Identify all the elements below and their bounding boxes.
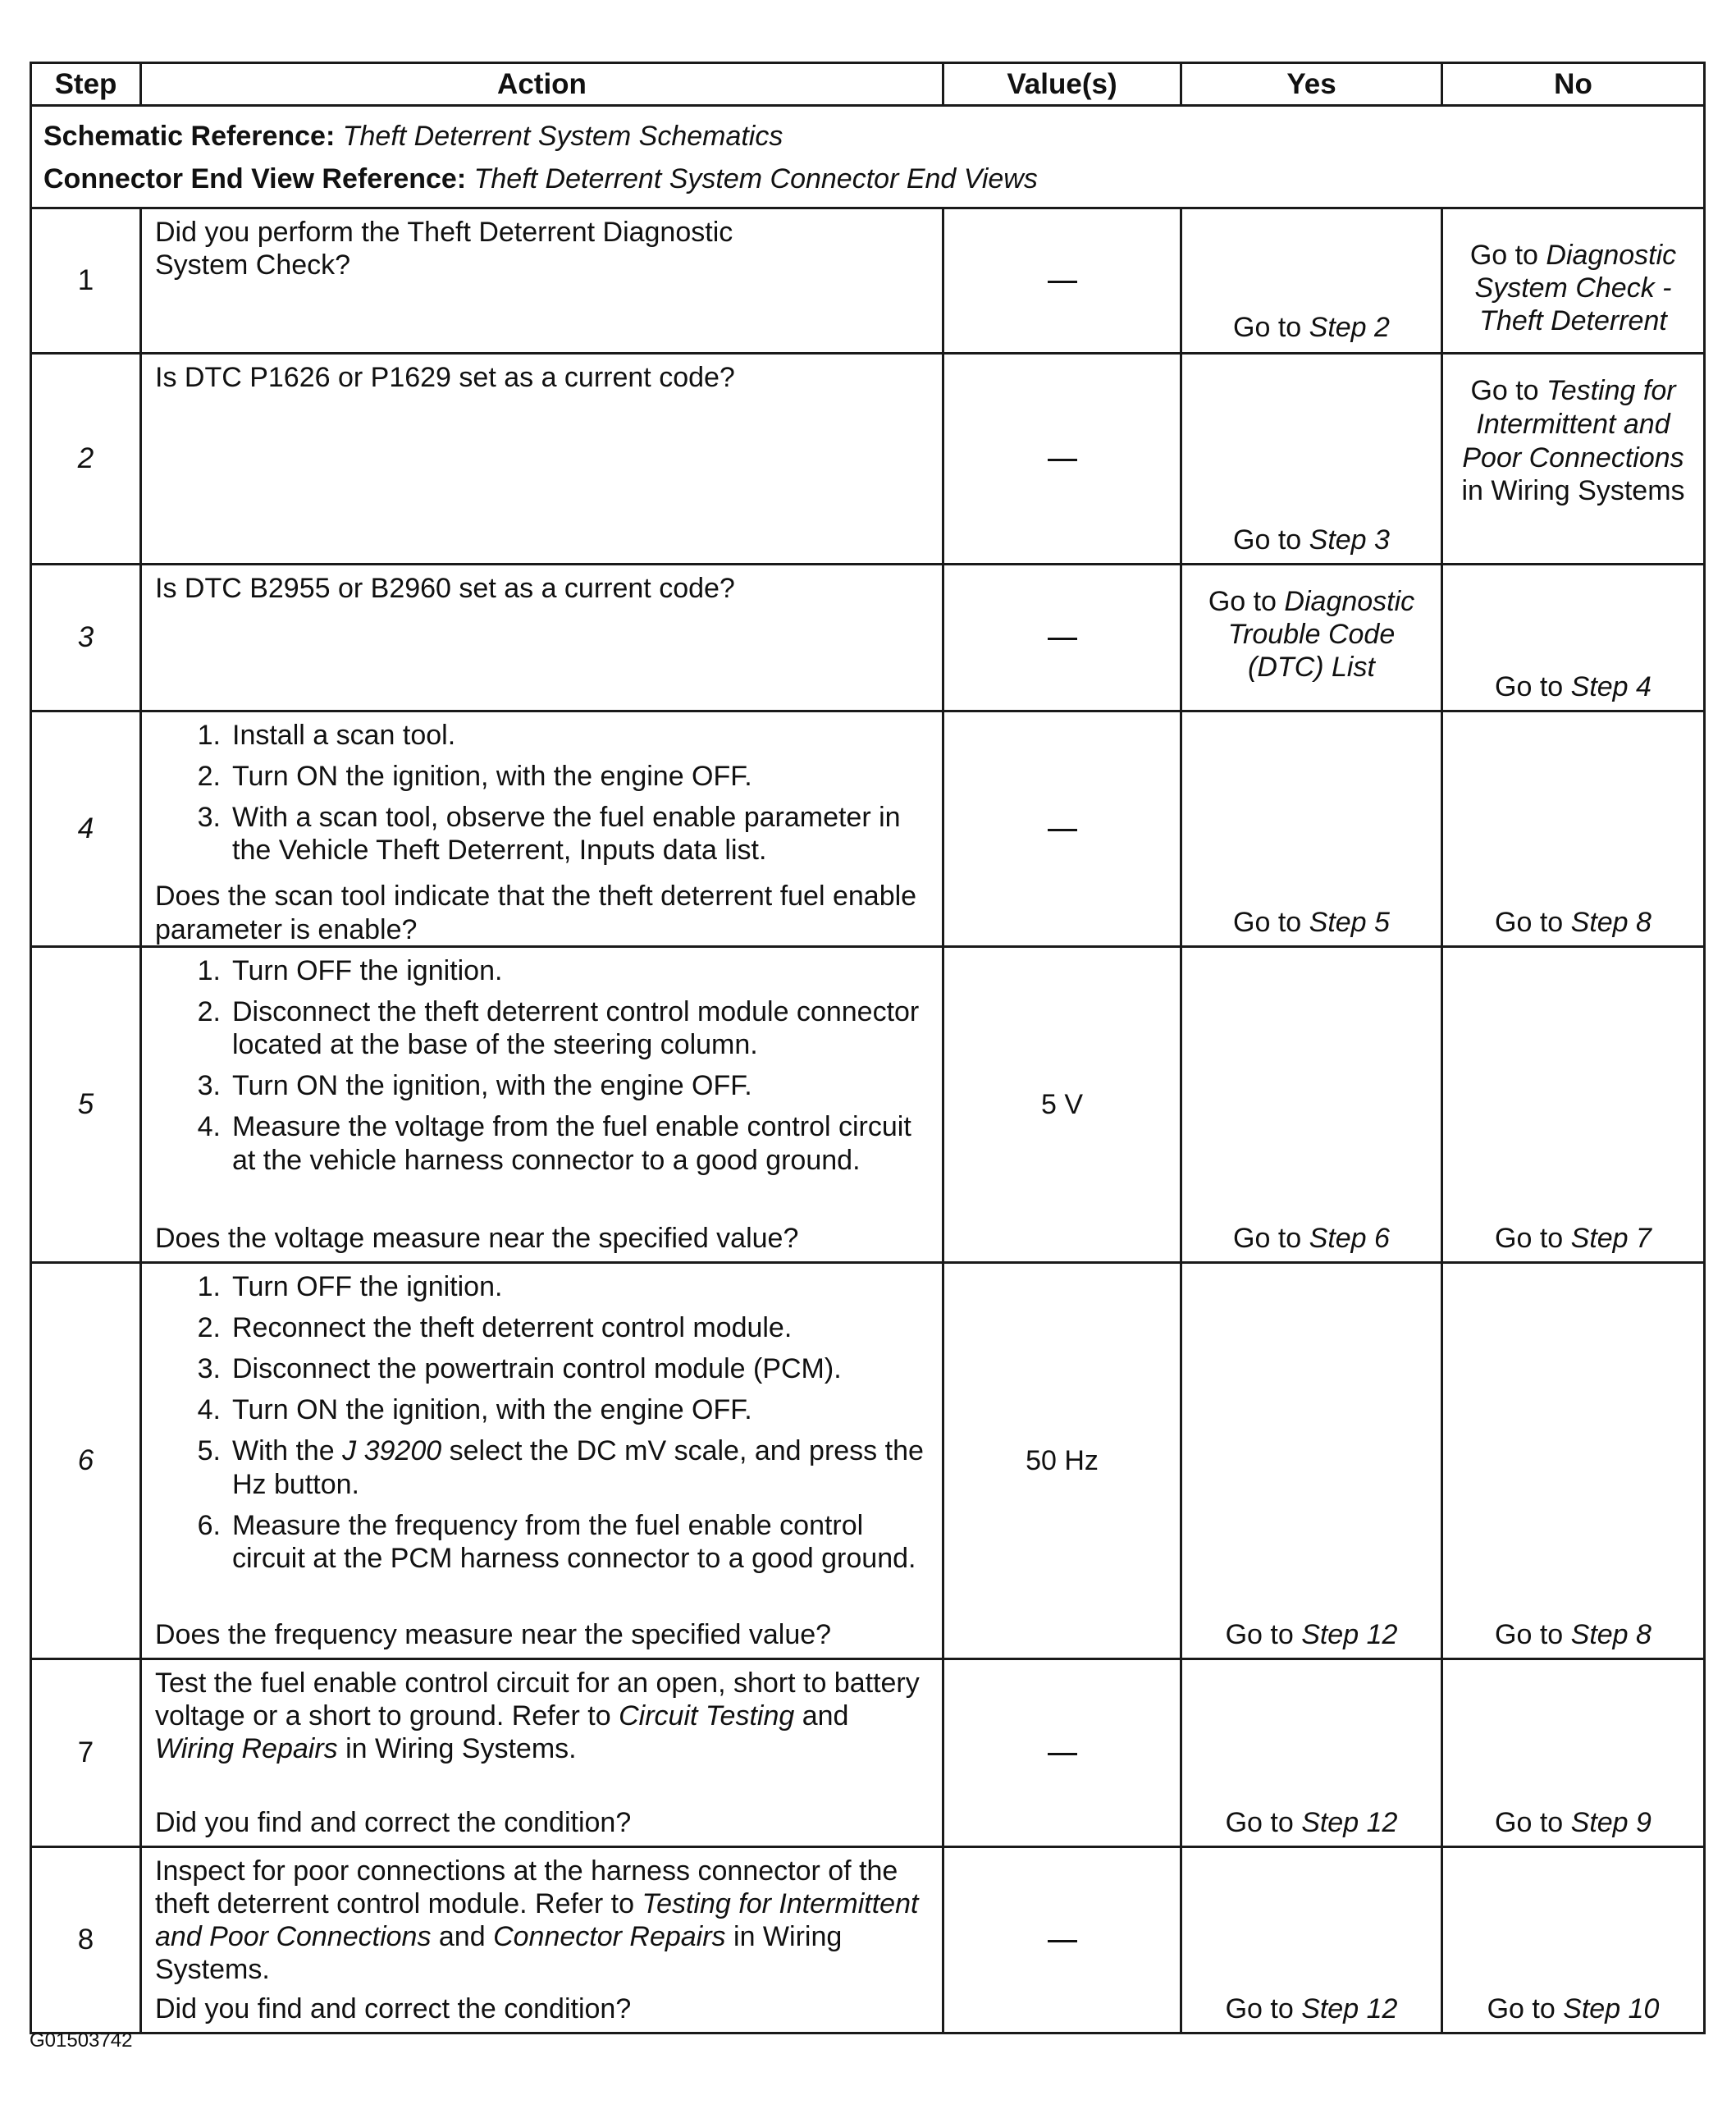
- yes-link[interactable]: Go to Step 12: [1225, 1618, 1398, 1650]
- yes-cell: [1181, 947, 1442, 1263]
- connector-reference-link[interactable]: Theft Deterrent System Connector End Views: [473, 163, 1038, 194]
- action-steps: [155, 954, 930, 1185]
- step-number: 1: [31, 208, 141, 354]
- no-link[interactable]: Go to Diagnostic System Check - Theft Deterrent: [1469, 240, 1677, 337]
- list-item: 4. Turn ON the ignition, with the engine OFF.: [197, 1394, 752, 1426]
- header-step: Step: [31, 63, 141, 106]
- yes-cell: [1181, 208, 1442, 354]
- list-item: 1. Turn OFF the ignition.: [197, 1271, 503, 1302]
- yes-link[interactable]: Go to Step 12: [1225, 1806, 1398, 1838]
- action-text: Test the fuel enable control circuit for an open, short to battery voltage or a short to ground. Refer to Circuit Testing and Wiring Repairs in Wiring Systems.: [155, 1668, 920, 1765]
- figure-code: G01503742: [30, 2029, 133, 2052]
- wiring-repairs-link[interactable]: Wiring Repairs: [155, 1733, 338, 1765]
- header-no: No: [1442, 63, 1705, 106]
- list-item: 5. With the J 39200 select the DC mV scale, and press the Hz button.: [197, 1435, 924, 1500]
- action-cell: [141, 1847, 943, 2034]
- action-question: Did you find and correct the condition?: [155, 1992, 632, 2024]
- action-cell: [141, 565, 943, 711]
- no-cell: [1442, 711, 1705, 947]
- schematic-reference-label: Schematic Reference:: [43, 121, 336, 152]
- value-cell: [943, 565, 1181, 711]
- no-link[interactable]: Go to Testing for Intermittent and Poor Connections in Wiring Systems: [1461, 375, 1685, 507]
- dash-icon: [1048, 281, 1077, 283]
- action-cell: [141, 354, 943, 565]
- diagnostic-table: [30, 62, 1706, 2034]
- yes-cell: [1181, 711, 1442, 947]
- connector-reference: [43, 158, 1692, 200]
- list-item: 2. Reconnect the theft deterrent control module.: [197, 1312, 793, 1344]
- list-item: 6. Measure the frequency from the fuel enable control circuit at the PCM harness connector to a good ground.: [197, 1509, 916, 1574]
- value-cell: [943, 1847, 1181, 2034]
- header-row: [31, 63, 1705, 106]
- no-link[interactable]: Go to Step 4: [1495, 670, 1651, 702]
- header-values: Value(s): [943, 63, 1181, 106]
- yes-cell: [1181, 565, 1442, 711]
- reference-cell: [31, 106, 1705, 208]
- no-link[interactable]: Go to Step 10: [1487, 1992, 1660, 2024]
- action-cell: [141, 1659, 943, 1847]
- yes-cell: [1181, 1659, 1442, 1847]
- table-row: [31, 354, 1705, 565]
- action-steps: [155, 719, 930, 875]
- no-cell: [1442, 1847, 1705, 2034]
- list-item: 1. Install a scan tool.: [197, 720, 456, 751]
- action-cell: [141, 711, 943, 947]
- no-cell: [1442, 1263, 1705, 1659]
- action-cell: [141, 947, 943, 1263]
- step-number: 7: [31, 1659, 141, 1847]
- list-item: 3. Disconnect the powertrain control module (PCM).: [197, 1353, 842, 1385]
- table-row: [31, 1263, 1705, 1659]
- table-row: [31, 711, 1705, 947]
- dash-icon: [1048, 1753, 1077, 1755]
- connector-reference-label: Connector End View Reference:: [43, 163, 467, 194]
- value-cell: [943, 208, 1181, 354]
- dash-icon: [1048, 638, 1077, 640]
- list-item: 3. With a scan tool, observe the fuel enable parameter in the Vehicle Theft Deterrent, Inputs data list.: [197, 802, 901, 867]
- table-row: [31, 208, 1705, 354]
- testing-intermittent-link[interactable]: Testing for Intermittent and Poor Connections: [155, 1888, 919, 1953]
- list-item: 2. Disconnect the theft deterrent control module connector located at the base of the steering column.: [197, 996, 920, 1061]
- action-cell: [141, 1263, 943, 1659]
- value-cell: 50 Hz: [943, 1263, 1181, 1659]
- dash-icon: [1048, 459, 1077, 461]
- no-link[interactable]: Go to Step 8: [1495, 906, 1651, 938]
- action-cell: [141, 208, 943, 354]
- yes-link[interactable]: Go to Diagnostic Trouble Code (DTC) List: [1208, 586, 1415, 684]
- yes-cell: [1181, 354, 1442, 565]
- table-row: [31, 1847, 1705, 2034]
- tool-link[interactable]: J 39200: [342, 1435, 442, 1467]
- no-link[interactable]: Go to Step 8: [1495, 1618, 1651, 1650]
- action-question: Does the voltage measure near the specified value?: [155, 1222, 799, 1254]
- yes-link[interactable]: Go to Step 5: [1233, 906, 1390, 938]
- schematic-reference: [43, 115, 1692, 158]
- step-number: 3: [31, 565, 141, 711]
- action-question: Did you find and correct the condition?: [155, 1806, 632, 1838]
- value-cell: [943, 711, 1181, 947]
- list-item: 3. Turn ON the ignition, with the engine OFF.: [197, 1070, 752, 1102]
- yes-link[interactable]: Go to Step 2: [1233, 311, 1390, 343]
- yes-link[interactable]: Go to Step 3: [1233, 524, 1390, 556]
- yes-link[interactable]: Go to Step 12: [1225, 1992, 1398, 2024]
- value-cell: [943, 1659, 1181, 1847]
- schematic-reference-link[interactable]: Theft Deterrent System Schematics: [342, 121, 783, 152]
- action-text: Did you perform the Theft Deterrent Diagnostic System Check?: [155, 217, 733, 281]
- table-row: [31, 1659, 1705, 1847]
- step-number: 2: [31, 354, 141, 565]
- yes-cell: [1181, 1263, 1442, 1659]
- reference-row: [31, 106, 1705, 208]
- action-text: Inspect for poor connections at the harness connector of the theft deterrent control module. Refer to Testing for Intermittent and Poor Connections and Connector Repairs in Wiring Systems.: [155, 1855, 919, 1986]
- step-number: 5: [31, 947, 141, 1263]
- dash-icon: [1048, 829, 1077, 831]
- yes-link[interactable]: Go to Step 6: [1233, 1222, 1390, 1254]
- no-link[interactable]: Go to Step 7: [1495, 1222, 1651, 1254]
- header-action: Action: [141, 63, 943, 106]
- list-item: 4. Measure the voltage from the fuel enable control circuit at the vehicle harness connector to a good ground.: [197, 1111, 911, 1176]
- header-yes: Yes: [1181, 63, 1442, 106]
- step-number: 8: [31, 1847, 141, 2034]
- action-text: Is DTC P1626 or P1629 set as a current code?: [155, 362, 735, 393]
- dash-icon: [1048, 1940, 1077, 1942]
- list-item: 2. Turn ON the ignition, with the engine OFF.: [197, 761, 752, 793]
- value-cell: 5 V: [943, 947, 1181, 1263]
- action-question: Does the frequency measure near the specified value?: [155, 1618, 832, 1650]
- action-steps: [155, 1270, 930, 1583]
- no-cell: [1442, 208, 1705, 354]
- no-cell: [1442, 354, 1705, 565]
- no-cell: [1442, 565, 1705, 711]
- value-cell: [943, 354, 1181, 565]
- connector-repairs-link[interactable]: Connector Repairs: [493, 1921, 726, 1953]
- no-link[interactable]: Go to Step 9: [1495, 1806, 1651, 1838]
- list-item: 1. Turn OFF the ignition.: [197, 955, 503, 986]
- step-number: 4: [31, 711, 141, 947]
- step-number: 6: [31, 1263, 141, 1659]
- action-text: Is DTC B2955 or B2960 set as a current code?: [155, 573, 735, 604]
- table-row: [31, 947, 1705, 1263]
- action-question: Does the scan tool indicate that the theft deterrent fuel enable parameter is enable?: [155, 881, 917, 945]
- no-cell: [1442, 1659, 1705, 1847]
- circuit-testing-link[interactable]: Circuit Testing: [619, 1700, 795, 1732]
- no-cell: [1442, 947, 1705, 1263]
- table-row: [31, 565, 1705, 711]
- yes-cell: [1181, 1847, 1442, 2034]
